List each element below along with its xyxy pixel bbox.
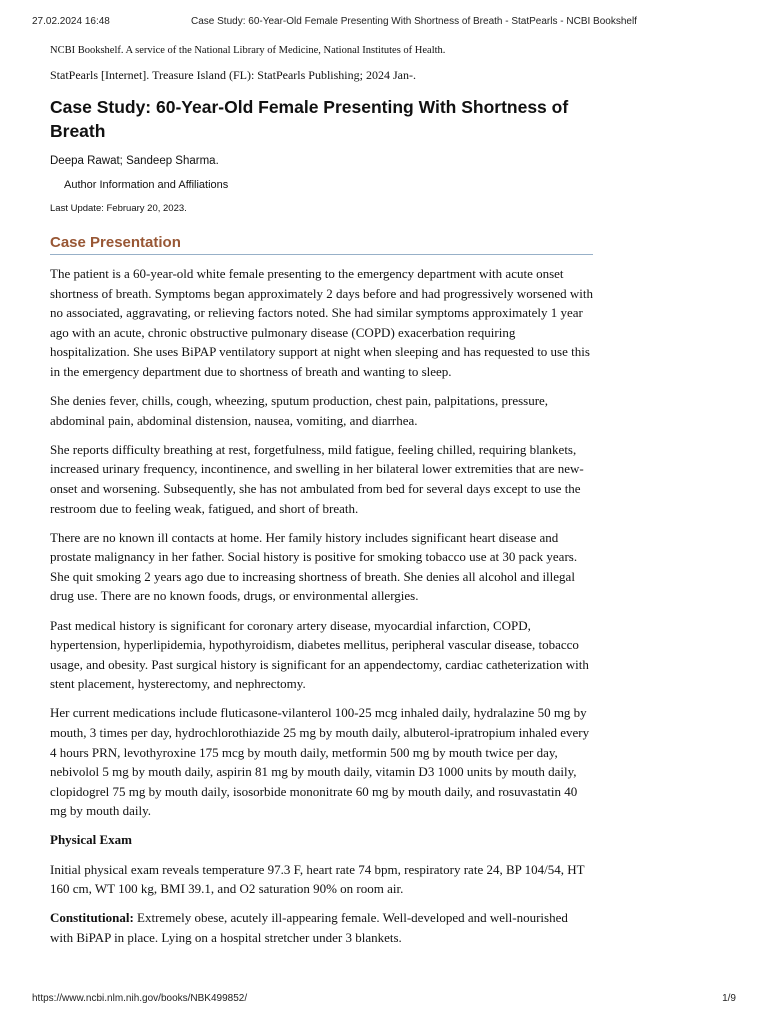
bookshelf-notice: NCBI Bookshelf. A service of the National Library of Medicine, National Institutes of Health. xyxy=(50,45,446,56)
constitutional-text: Extremely obese, acutely ill-appearing female. Well-developed and well-nourished with BiPAP in place. Lying on a hospital stretcher under 3 blankets. xyxy=(50,910,568,945)
paragraph-constitutional xyxy=(50,908,593,947)
print-footer xyxy=(32,993,736,1007)
last-update: Last Update: February 20, 2023. xyxy=(50,203,187,214)
constitutional-label: Constitutional: xyxy=(50,910,134,926)
citation: StatPearls [Internet]. Treasure Island (FL): StatPearls Publishing; 2024 Jan-. xyxy=(50,68,416,82)
print-datetime: 27.02.2024 16:48 xyxy=(32,16,110,27)
print-page-title: Case Study: 60-Year-Old Female Presenting With Shortness of Breath - StatPearls - NCBI Bookshelf xyxy=(191,16,637,27)
print-header xyxy=(32,16,736,30)
subheading-physical-exam: Physical Exam xyxy=(50,832,132,848)
article-content xyxy=(50,44,593,947)
paragraph: Past medical history is significant for coronary artery disease, myocardial infarction, COPD, hypertension, hyperlipidemia, hypothyroidism, diabetes mellitus, peripheral vascular disease, tobacco usage, and obesity. Past surgical history is significant for an appendectomy, cardiac catheterization with stent placement, hysterectomy, and nephrectomy. xyxy=(50,617,589,692)
paragraph: The patient is a 60-year-old white female presenting to the emergency department with acute onset shortness of breath. Symptoms began approximately 2 days before and had progressively worsened with no associated, aggravating, or relieving factors noted. She had similar symptoms approximately 1 year ago with an acute, chronic obstructive pulmonary disease (COPD) exacerbation requiring hospitalization. She uses BiPAP ventilatory support at night when sleeping and has requested to use this in the emergency department due to shortness of breath and wanting to sleep. xyxy=(50,266,593,379)
paragraph: There are no known ill contacts at home. Her family history includes significant heart disease and prostate malignancy in her father. Social history is positive for smoking tobacco use at 30 pack years. She quit smoking 2 years ago due to increasing shortness of breath. She denies all alcohol and illegal drug use. There are no known foods, drugs, or environmental allergies. xyxy=(50,529,578,604)
authors: Deepa Rawat; Sandeep Sharma. xyxy=(50,155,219,167)
article-title: Case Study: 60-Year-Old Female Presenting With Shortness of Breath xyxy=(50,97,569,141)
section-heading-case-presentation: Case Presentation xyxy=(50,233,593,255)
paragraph: Initial physical exam reveals temperature 97.3 F, heart rate 74 bpm, respiratory rate 24, BP 104/54, HT 160 cm, WT 100 kg, BMI 39.1, and O2 saturation 90% on room air. xyxy=(50,861,585,897)
page-url: https://www.ncbi.nlm.nih.gov/books/NBK499852/ xyxy=(32,993,248,1004)
paragraph: She reports difficulty breathing at rest, forgetfulness, mild fatigue, feeling chilled, requiring blankets, increased urinary frequency, incontinence, and swelling in her bilateral lower extremities that are new-onset and worsening. Subsequently, she has not ambulated from bed for several days except to use the restroom due to feeling weak, fatigued, and short of breath. xyxy=(50,441,584,516)
author-affiliations-link[interactable]: Author Information and Affiliations xyxy=(64,179,229,191)
page-number: 1/9 xyxy=(722,993,736,1004)
paragraph: She denies fever, chills, cough, wheezing, sputum production, chest pain, palpitations, pressure, abdominal pain, abdominal distension, nausea, vomiting, and diarrhea. xyxy=(50,393,549,428)
paragraph: Her current medications include fluticasone-vilanterol 100-25 mcg inhaled daily, hydralazine 50 mg by mouth, 3 times per day, hydrochlorothiazide 25 mg by mouth daily, albuterol-ipratropium inhaled every 4 hours PRN, levothyroxine 175 mcg by mouth daily, metformin 500 mg by mouth twice per day, nebivolol 5 mg by mouth daily, aspirin 81 mg by mouth daily, vitamin D3 1000 units by mouth daily, clopidogrel 75 mg by mouth daily, isosorbide mononitrate 60 mg by mouth daily, and rosuvastatin 40 mg by mouth daily. xyxy=(50,705,590,819)
